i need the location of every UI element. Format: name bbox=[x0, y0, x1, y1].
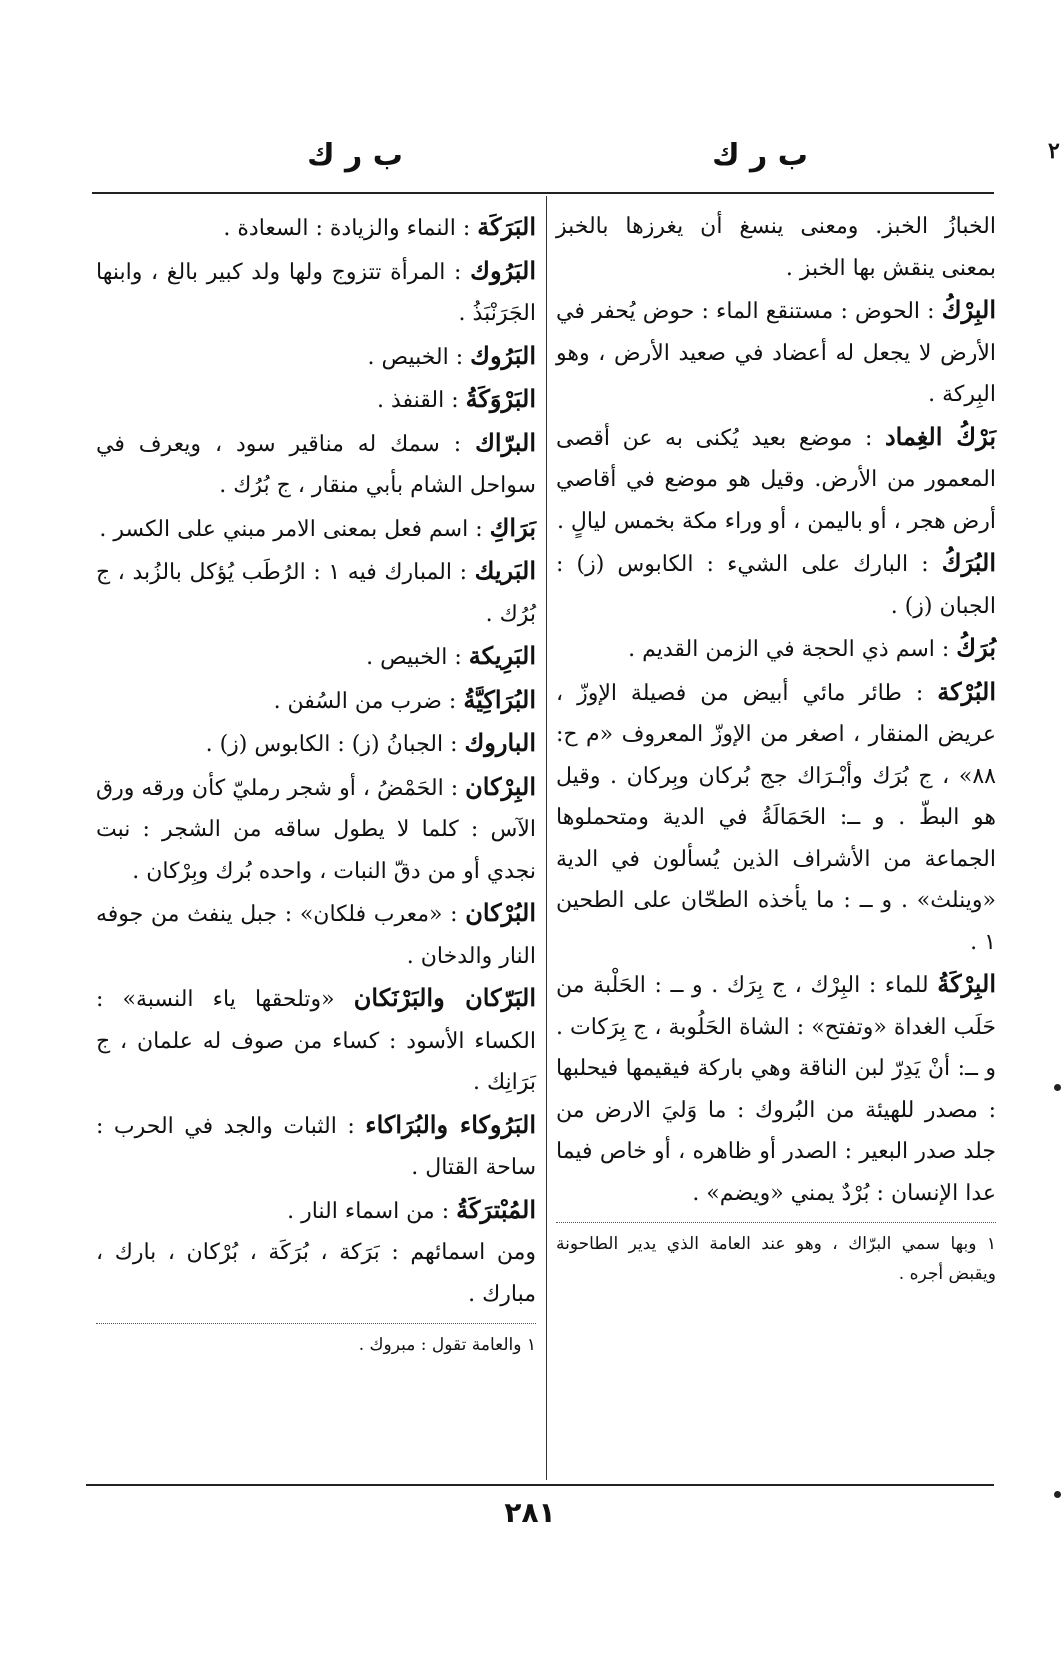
entry-definition: : اسم ذي الحجة في الزمن القديم . bbox=[628, 637, 950, 662]
dictionary-entry bbox=[556, 671, 996, 964]
entry-headword: البَرِيكة bbox=[468, 641, 536, 670]
entry-headword: الباروك bbox=[464, 728, 536, 757]
entry-definition: : القنفذ . bbox=[376, 388, 459, 413]
dictionary-entry bbox=[96, 250, 536, 335]
footnote: ١ والعامة تقول : مبروك . bbox=[358, 1335, 536, 1355]
entry-definition: : موضع بعيد يُكنى به عن أقصى المعمور من الأرض. وقيل هو موضع في أقاصي أرض هجر ، أو باليمن ، أو وراء مكة بخمس ليالٍ . bbox=[556, 425, 996, 534]
entry-headword: بَرَاكِ bbox=[489, 512, 536, 542]
dictionary-entry bbox=[556, 627, 996, 671]
entry-definition: : ضرب من السُفن . bbox=[273, 688, 457, 714]
entry-headword: البُرَكُ bbox=[941, 548, 996, 577]
dictionary-entry bbox=[556, 963, 996, 1214]
entry-definition: : «معرب فلكان» : جبل ينفث من جوفه النار والدخان . bbox=[96, 902, 536, 969]
entry-definition: : الخبيص . bbox=[367, 344, 464, 370]
entry-definition: : الخبيص . bbox=[366, 645, 462, 670]
edge-mark bbox=[1054, 1491, 1061, 1498]
dictionary-entry bbox=[96, 378, 536, 422]
corner-mark: ٢ bbox=[1048, 138, 1060, 164]
entry-definition: للماء : البِرْك ، ج بِرَك . و ــ : الحَلْبة من حَلَب الغداة «وتفتح» : الشاة الحَلُوبة ، ج بِرَكات . و ــ: أنْ يَدِرّ لبن الناقة وهي باركة فيقيمها فيحلبها : مصدر للهيئة من البُروك : ما وَليَ الارض من جلد صدر البعير : الصدر أو ظاهره ، أو خاص فيما عدا الإنسان : بُرْدٌ يمني «ويضم» . bbox=[556, 973, 996, 1206]
entry-definition: «وتلحقها ياء النسبة» : الكساء الأسود : كساء من صوف له علمان ، ج بَرَانِك . bbox=[96, 987, 536, 1095]
right-column bbox=[556, 206, 996, 1289]
entry-headword: البَرُوك bbox=[470, 340, 536, 370]
footnote-rule bbox=[96, 1323, 536, 1324]
entry-definition: : الحَمْضُ ، أو شجر رمليّ كأن ورقه ورق الآس : كلما لا يطول ساقه من الشجر : نبت نجدي أو من دقّ النبات ، واحده بُرك وبِرْكان . bbox=[96, 775, 536, 884]
dictionary-entry bbox=[96, 977, 536, 1104]
edge-mark bbox=[1054, 1084, 1061, 1091]
dictionary-entry bbox=[96, 1104, 536, 1189]
header-root-letters-right: ب ر ك bbox=[712, 138, 808, 173]
entry-definition: : المبارك فيه ١ : الرُطَب يُؤكل بالزُبد ، ج بُرُك . bbox=[96, 560, 536, 627]
dictionary-entry bbox=[96, 206, 536, 250]
entry-headword: البَرَكَة bbox=[477, 212, 536, 241]
dictionary-entry bbox=[556, 289, 996, 416]
left-column bbox=[96, 206, 536, 1360]
dictionary-entry bbox=[96, 1189, 536, 1233]
entry-headword: البُرَاكِيَّةُ bbox=[463, 684, 536, 714]
entry-headword: البَرْوَكَةُ bbox=[465, 384, 536, 413]
entry-headword: البِرْكَةُ bbox=[937, 969, 996, 998]
page-number: ٢٨١ bbox=[504, 1496, 556, 1529]
entry-definition: : من اسماء النار . bbox=[287, 1198, 450, 1224]
dictionary-entry bbox=[556, 206, 996, 289]
entry-definition: : اسم فعل بمعنى الامر مبني على الكسر . bbox=[99, 516, 483, 542]
entry-headword: المُبْترَكَةُ bbox=[456, 1194, 536, 1224]
entry-headword: بُرَكُ bbox=[956, 633, 996, 662]
dictionary-entry bbox=[96, 766, 536, 893]
entry-headword: البِرْكُ bbox=[941, 295, 997, 324]
entry-headword: البَرُوكاء والبُرَاكاء bbox=[365, 1109, 536, 1139]
footnote-rule bbox=[556, 1222, 996, 1223]
dictionary-entry bbox=[96, 335, 536, 379]
entry-definition: : المرأة تتزوج ولها ولد كبير بالغ ، وابنها الجَرَنْبَذُ . bbox=[96, 259, 536, 326]
dictionary-entry bbox=[96, 507, 536, 551]
dictionary-entry bbox=[96, 892, 536, 977]
entry-headword: البُرْكة bbox=[937, 676, 996, 706]
entry-definition: : البارك على الشيء : الكابوس (ز) : الجبان (ز) . bbox=[556, 552, 996, 619]
entry-definition: : الجبانُ (ز) : الكابوس (ز) . bbox=[205, 732, 458, 757]
entry-headword: البَرُوك bbox=[470, 255, 537, 285]
entry-headword: البِرْكان bbox=[465, 771, 536, 801]
entry-definition: : الثبات والجد في الحرب : ساحة القتال . bbox=[96, 1113, 536, 1180]
dictionary-entry bbox=[96, 679, 536, 723]
dictionary-entry bbox=[556, 542, 996, 627]
dictionary-entry bbox=[556, 416, 996, 543]
dictionary-entry bbox=[96, 1232, 536, 1315]
column-divider bbox=[546, 196, 547, 1480]
entry-definition: الخبازُ الخبز. ومعنى ينسغ أن يغرزها بالخبز بمعنى ينقش بها الخبز . bbox=[556, 214, 996, 281]
entry-headword: البُرْكان bbox=[465, 898, 537, 927]
entry-definition: ومن اسمائهم : بَرَكة ، بُرَكَة ، بُرْكان ، بارك ، مبارك . bbox=[96, 1240, 536, 1307]
entry-headword: البَريك bbox=[474, 556, 536, 585]
footnote: ١ وبها سمي البرّاك ، وهو عند العامة الذي يدير الطاحونة ويقبض أجره . bbox=[556, 1234, 996, 1284]
dictionary-entry bbox=[96, 722, 536, 766]
dictionary-entry bbox=[96, 550, 536, 635]
entry-definition: : طائر مائي أبيض من فصيلة الإوزّ ، عريض المنقار ، اصغر من الإوزّ المعروف «م ح: ٨٨» ، ج بُرَك وأبْـرَاك جج بُركان وبِركان . وقيل هو البطّ . و ــ: الحَمَالَةُ في الدية ومتحملوها الجماعة من الأشراف الذين يُسألون في الدية «وينلث» . و ــ : ما يأخذه الطحّان على الطحين ١ . bbox=[556, 680, 996, 955]
entry-definition: : الحوض : مستنقع الماء : حوض يُحفر في الأرض لا يجعل له أعضاد في صعيد الأرض ، وهو البِركة . bbox=[556, 299, 996, 407]
header-root-letters-left: ب ر ك bbox=[307, 138, 403, 173]
entry-definition: : النماء والزيادة : السعادة . bbox=[223, 216, 471, 241]
entry-headword: البَرّكان والبَرْنَكان bbox=[353, 983, 537, 1012]
dictionary-entry bbox=[96, 635, 536, 679]
bottom-rule bbox=[86, 1484, 994, 1486]
top-rule bbox=[92, 192, 994, 194]
dictionary-entry bbox=[96, 422, 536, 507]
entry-headword: البرّاك bbox=[475, 427, 536, 457]
entry-definition: : سمك له مناقير سود ، ويعرف في سواحل الشام بأبي منقار ، ج بُرُك . bbox=[96, 431, 536, 498]
entry-headword: بَرْكُ الغِماد bbox=[884, 421, 997, 451]
